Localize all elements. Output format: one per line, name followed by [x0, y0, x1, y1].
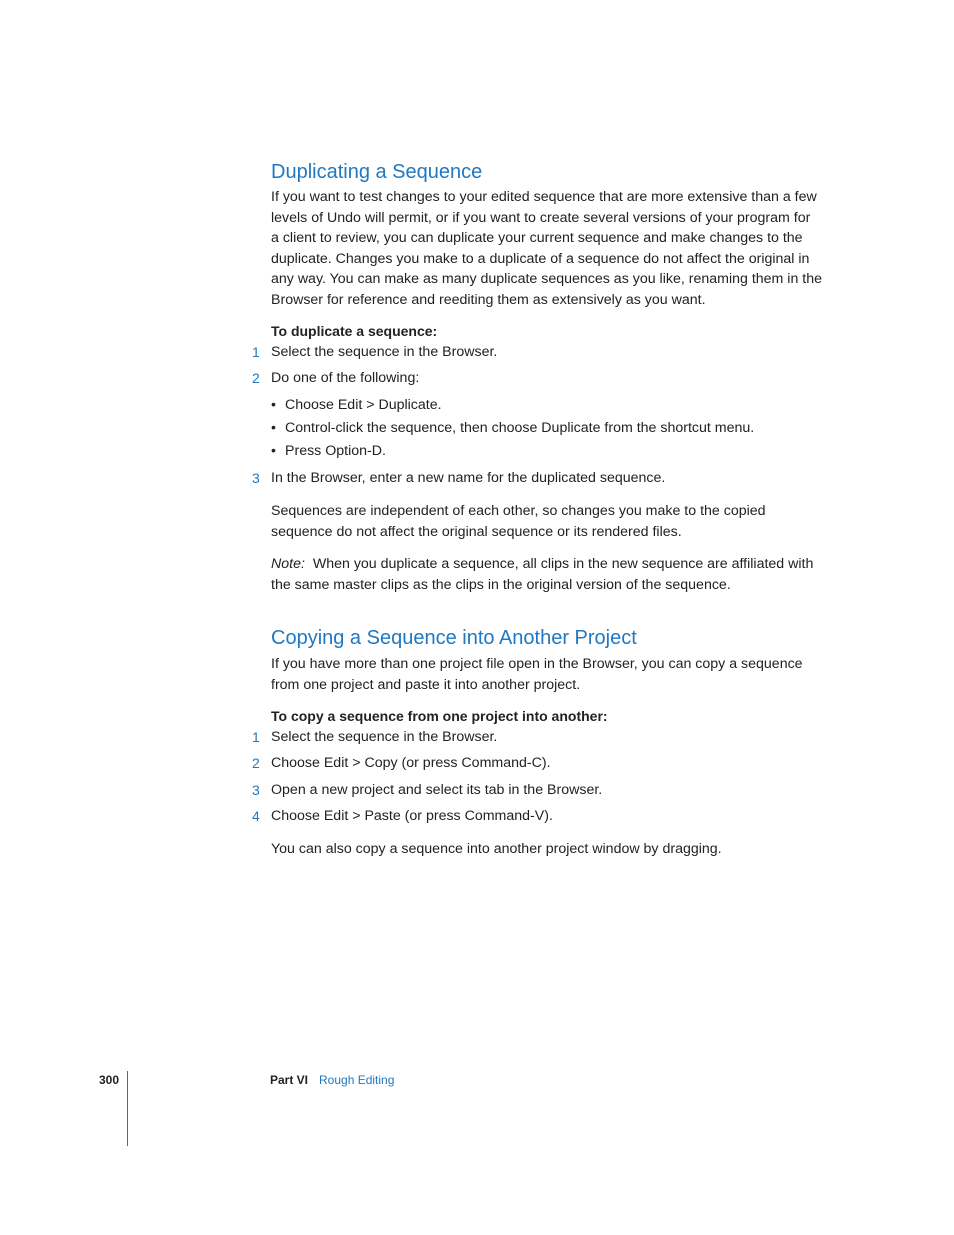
bullet-item [271, 397, 442, 413]
section-heading-duplicating: Duplicating a Sequence [271, 161, 483, 183]
note-text: When you duplicate a sequence, all clips in the new sequence are affiliated with [312, 556, 814, 572]
footer-part-label: Part VI [270, 1073, 309, 1087]
task-title: To duplicate a sequence: [271, 323, 438, 339]
bullet-text: Control-click the sequence, then choose Duplicate from the shortcut menu. [285, 420, 755, 436]
task-title: To copy a sequence from one project into another: [271, 708, 608, 724]
step-text: In the Browser, enter a new name for the duplicated sequence. [271, 470, 666, 486]
bullet-text: Press Option-D. [285, 443, 386, 459]
step-text: Choose Edit > Copy (or press Command-C). [271, 755, 551, 771]
text-line: Sequences are independent of each other, so changes you make to the copied [271, 503, 766, 519]
text-line: any way. You can make as many duplicate sequences as you like, renaming them in the [271, 271, 823, 287]
after-paragraph [271, 501, 831, 543]
step-number: 2 [252, 370, 260, 386]
bullet-marker: • [271, 420, 276, 436]
text-line: from one project and paste it into another project. [271, 676, 581, 693]
step-text: Open a new project and select its tab in the Browser. [271, 782, 603, 798]
text-line: If you have more than one project file open in the Browser, you can copy a sequence [271, 656, 803, 672]
step-number: 1 [252, 344, 260, 360]
page-number: 300 [99, 1073, 120, 1087]
step-number: 3 [252, 470, 260, 486]
step-number: 2 [252, 755, 260, 771]
closing-text: You can also copy a sequence into another project window by dragging. [271, 841, 722, 857]
text-line: Browser for reference and reediting them as extensively as you want. [271, 291, 706, 308]
text-line: If you want to test changes to your edited sequence that are more extensive than a few [271, 189, 817, 205]
text-line: sequence do not affect the original sequence or its rendered files. [271, 523, 682, 540]
text-line: a client to review, you can duplicate your current sequence and make changes to the [271, 230, 803, 246]
intro-paragraph [271, 187, 831, 311]
step-number: 4 [252, 808, 260, 824]
text-line: the same master clips as the clips in the original version of the sequence. [271, 576, 731, 593]
intro-paragraph [271, 654, 831, 696]
note-label: Note: [271, 556, 305, 572]
step-text: Do one of the following: [271, 370, 420, 386]
step-text: Choose Edit > Paste (or press Command-V). [271, 808, 553, 824]
step-number: 3 [252, 782, 260, 798]
step-number: 1 [252, 729, 260, 745]
bullet-item [271, 443, 386, 459]
note-paragraph [271, 554, 831, 596]
bullet-text: Choose Edit > Duplicate. [285, 397, 442, 413]
footer-chapter-label: Rough Editing [319, 1073, 395, 1087]
step-text: Select the sequence in the Browser. [271, 729, 498, 745]
text-line: levels of Undo will permit, or if you want to create several versions of your program for [271, 209, 811, 226]
footer-divider [127, 1071, 128, 1146]
section-heading-copying: Copying a Sequence into Another Project [271, 627, 637, 649]
text-line: duplicate. Changes you make to a duplicate of a sequence do not affect the original in [271, 250, 810, 267]
bullet-marker: • [271, 397, 276, 413]
step-text: Select the sequence in the Browser. [271, 344, 498, 360]
bullet-item [271, 420, 754, 436]
bullet-marker: • [271, 443, 276, 459]
note-line [271, 554, 813, 575]
